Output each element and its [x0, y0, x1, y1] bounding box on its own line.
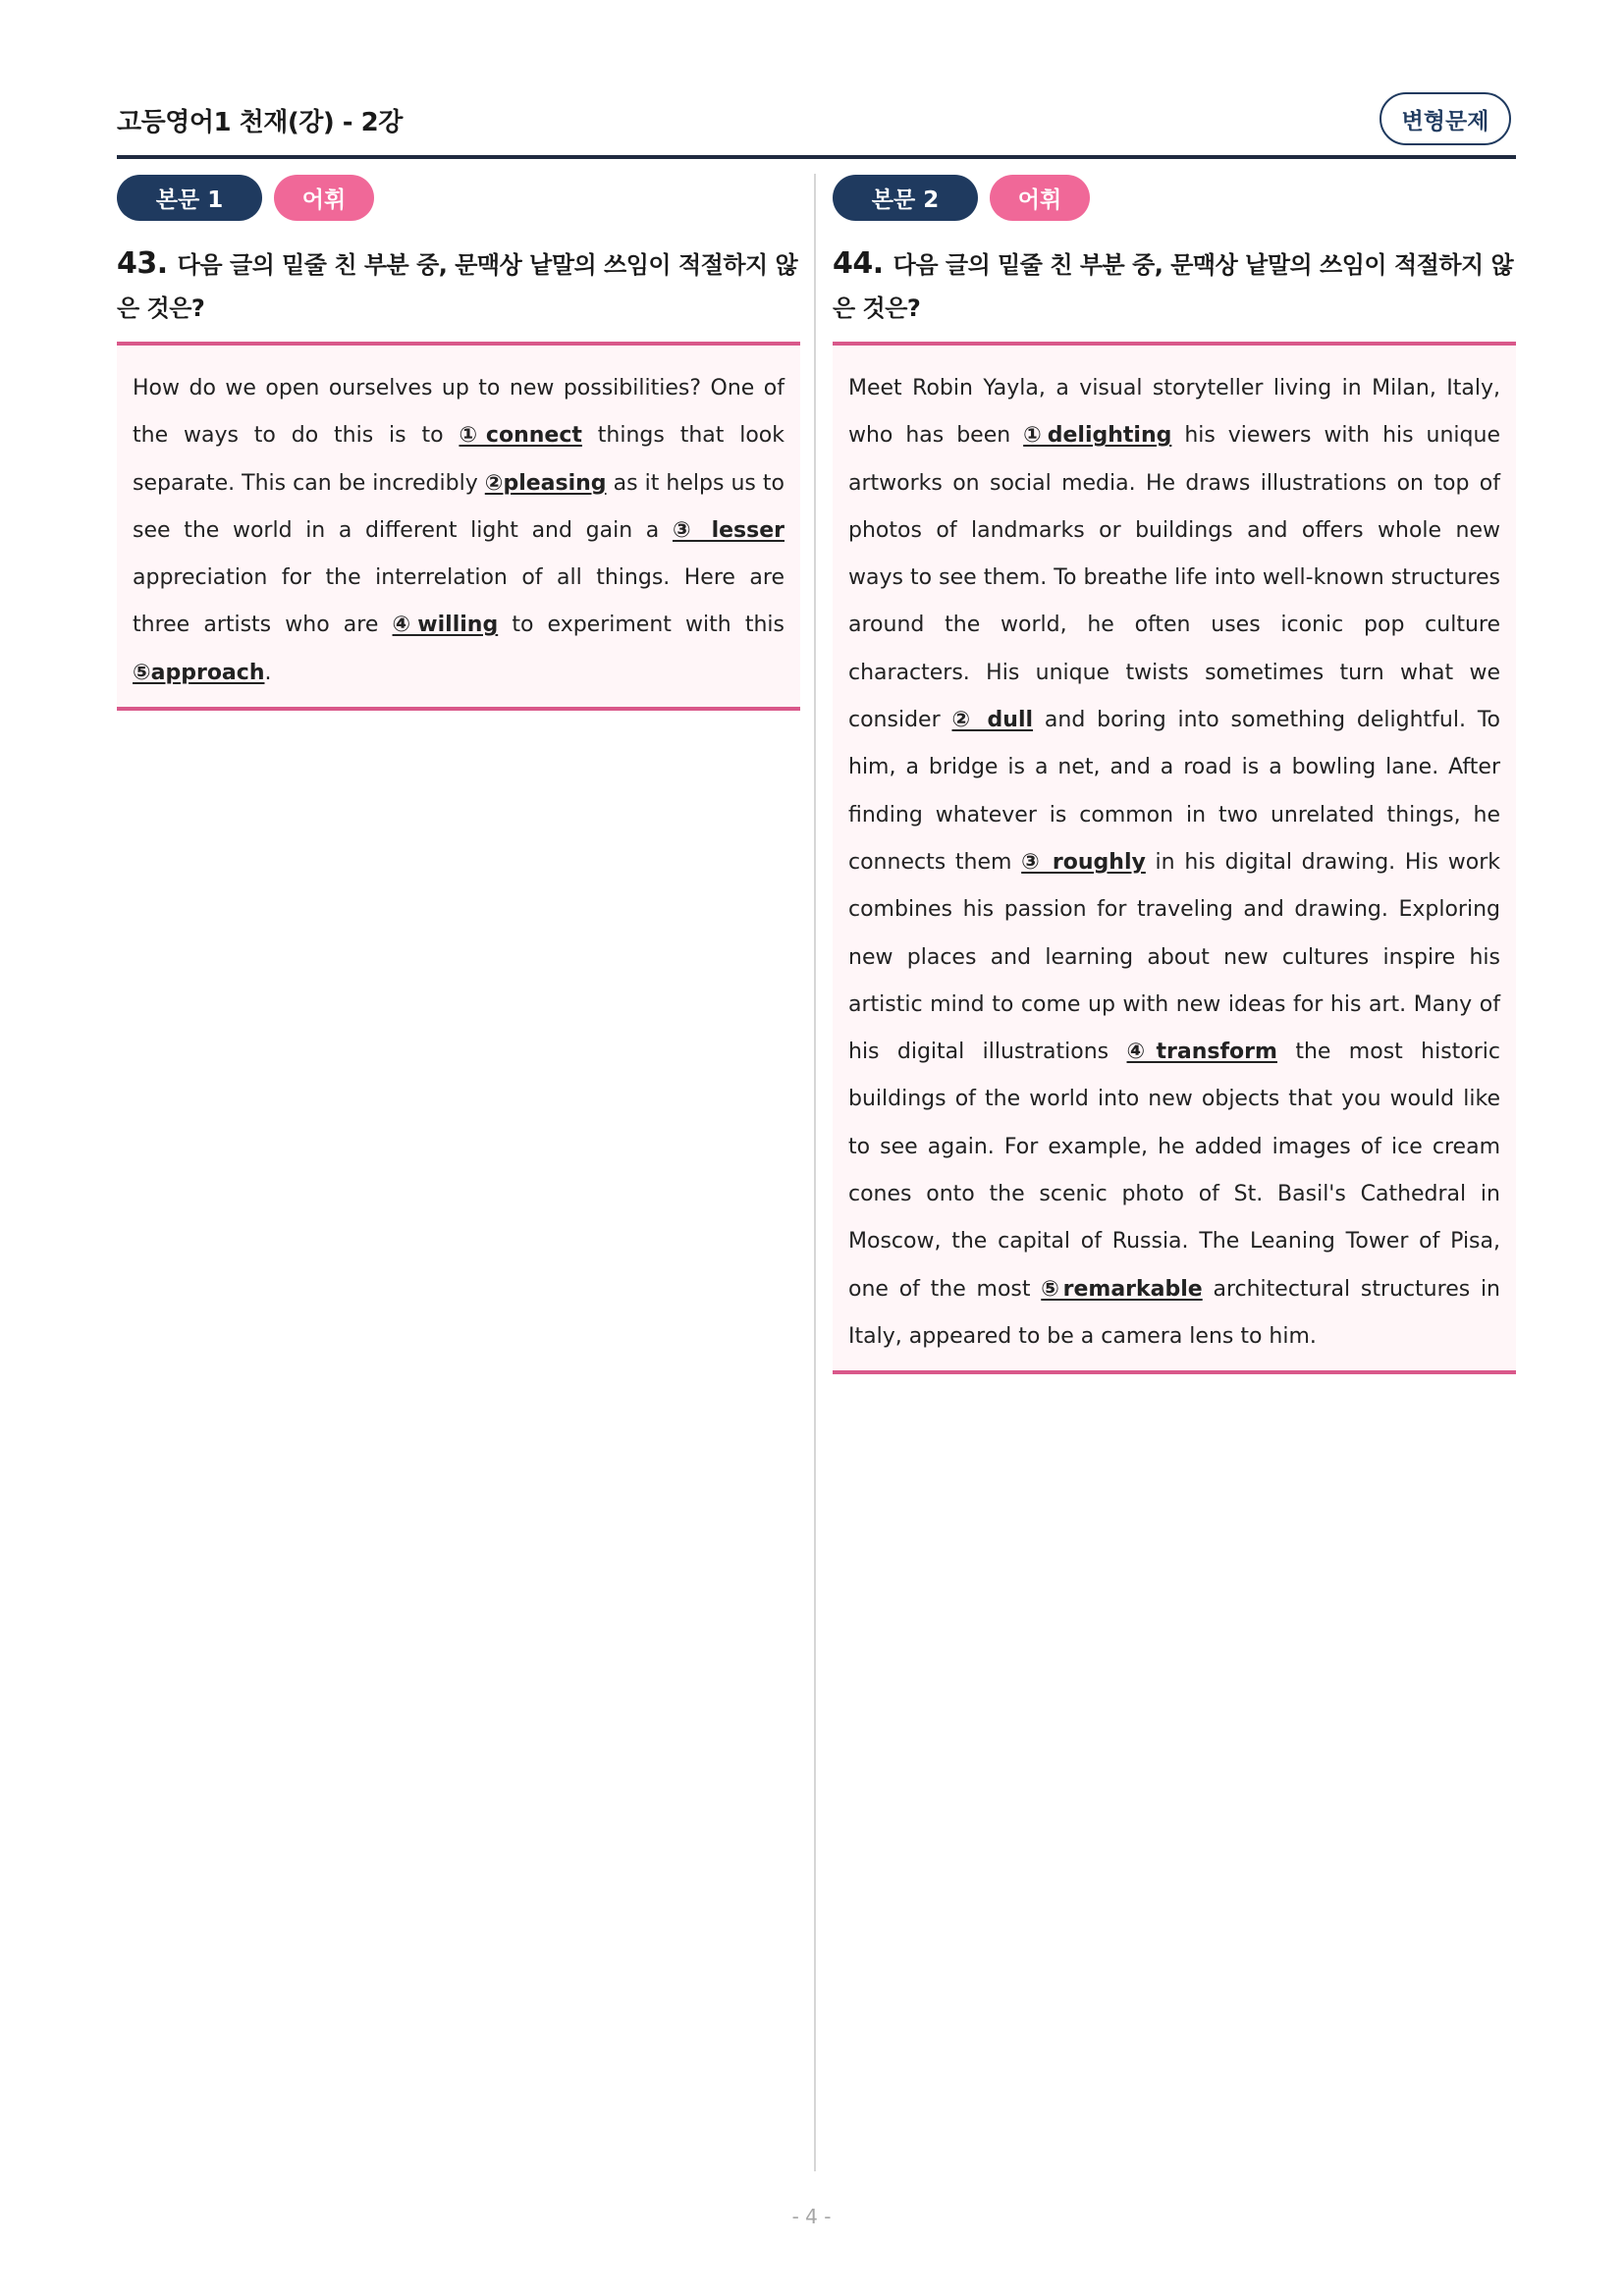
underlined-word: ④transform — [1126, 1040, 1277, 1065]
passage-segment: his viewers with his unique artworks on social media. He draws illustrations on top of photos of landmarks or buildings and offers whole new ways to see them. To breathe life into well-known structures around the world, he often uses iconic pop culture characters. His unique twists sometimes turn what we consider — [848, 423, 1500, 733]
page-number: - 4 - — [791, 2205, 832, 2228]
question-prompt — [117, 242, 800, 330]
underlined-word: ①connect — [459, 423, 582, 449]
passage-segment: in his digital drawing. His work combines his passion for traveling and drawing. Exploring new places and learning about new cultures inspire his artistic mind to come up with new ideas for his art. Many of his digital illustrations — [848, 849, 1500, 1065]
header-divider — [117, 155, 1516, 159]
underlined-word: ⑤remarkable — [1041, 1276, 1203, 1302]
passage-text — [133, 365, 784, 697]
underlined-word: ④willing — [392, 613, 499, 638]
underlined-word: ①delighting — [1023, 423, 1172, 449]
passage-segment: architectural structures in Italy, appeared to be a camera lens to him. — [848, 1276, 1500, 1349]
question-number: 44. — [833, 246, 884, 281]
right-column — [833, 175, 1516, 1374]
underlined-word: ②pleasing — [484, 470, 607, 496]
passage-segment: to experiment with this — [498, 613, 784, 638]
passage-segment: Meet Robin Yayla, a visual storyteller living in Milan, Italy, who has been — [848, 376, 1500, 449]
passage-text — [848, 365, 1500, 1361]
question-number: 43. — [117, 246, 168, 281]
section-tags — [833, 175, 1516, 221]
passage-segment: appreciation for the interrelation of all things. Here are three artists who are — [133, 565, 784, 638]
section-tags — [117, 175, 800, 221]
variant-question-badge: 변형문제 — [1380, 92, 1511, 145]
passage-box — [833, 342, 1516, 1374]
passage-tag: 본문 2 — [833, 175, 978, 221]
passage-tag: 본문 1 — [117, 175, 262, 221]
left-column — [117, 175, 800, 711]
underlined-word: ② dull — [951, 708, 1034, 733]
passage-segment: How do we open ourselves up to new possibilities? One of the ways to do this is to — [133, 376, 784, 449]
question-text: 다음 글의 밑줄 친 부분 중, 문맥상 낱말의 쓰임이 적절하지 않은 것은? — [833, 251, 1514, 322]
passage-box — [117, 342, 800, 711]
passage-segment: the most historic buildings of the world into new objects that you would like to see again. For example, he added images of ice cream cones onto the scenic photo of St. Basil's Cathedral in Moscow, the capital of Russia. The Leaning Tower of Pisa, one of the most — [848, 1040, 1501, 1302]
category-tag: 어휘 — [274, 175, 374, 221]
category-tag: 어휘 — [990, 175, 1090, 221]
document-title: 고등영어1 천재(강) - 2강 — [117, 108, 403, 137]
passage-segment: and boring into something delightful. To him, a bridge is a net, and a road is a bowling lane. After finding whatever is common in two unrelated things, he connects them — [848, 708, 1500, 875]
question-text: 다음 글의 밑줄 친 부분 중, 문맥상 낱말의 쓰임이 적절하지 않은 것은? — [117, 251, 798, 322]
question-prompt — [833, 242, 1516, 330]
column-divider — [814, 174, 816, 2171]
underlined-word: ③ lesser — [672, 517, 784, 543]
underlined-word: ③ roughly — [1021, 849, 1146, 875]
passage-segment: things that look separate. This can be incredibly — [133, 423, 785, 496]
passage-segment: . — [264, 660, 272, 685]
underlined-word: ⑤approach — [133, 660, 265, 685]
passage-segment: as it helps us to see the world in a different light and gain a — [133, 470, 784, 543]
